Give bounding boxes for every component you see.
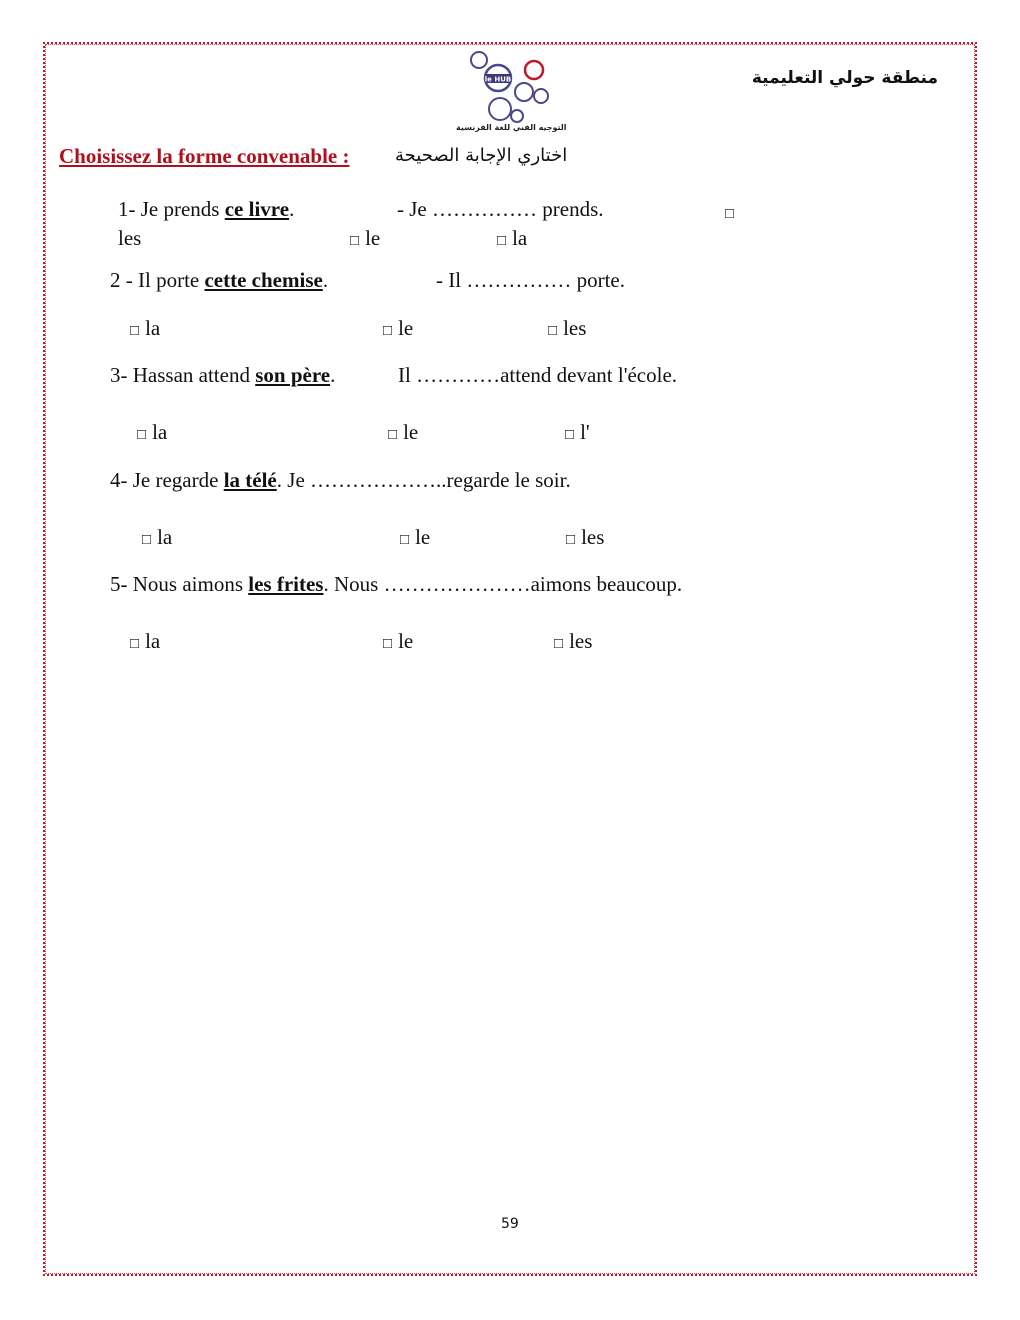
option-label: les <box>581 525 605 549</box>
answer-suffix: porte. <box>576 268 625 292</box>
option-5-c[interactable] <box>554 629 592 654</box>
option-label: le <box>415 525 431 549</box>
option-3-b[interactable] <box>388 420 418 445</box>
question-object: son père <box>255 363 331 387</box>
answer-blank[interactable]: ……………….. <box>310 468 447 492</box>
checkbox-icon[interactable]: □ <box>565 427 575 443</box>
question-prefix: Il porte <box>138 268 200 292</box>
question-number: 2 - <box>110 268 133 292</box>
option-label: le <box>398 316 414 340</box>
question-object: cette chemise <box>204 268 323 292</box>
answer-suffix: prends. <box>542 197 604 221</box>
answer-blank[interactable]: …………… <box>466 268 572 292</box>
checkbox-icon[interactable]: □ <box>400 532 410 548</box>
option-label: la <box>512 226 528 250</box>
answer-blank[interactable]: …………… <box>432 197 537 221</box>
question-suffix: . <box>322 268 329 292</box>
option-label: les <box>569 629 593 653</box>
region-title: منطقة حولي التعليمية <box>751 68 938 88</box>
answer-2 <box>436 268 625 293</box>
page-number: 59 <box>501 1216 519 1232</box>
option-1-c[interactable] <box>497 226 527 251</box>
instruction-french: Choisissez la forme convenable : <box>59 144 350 168</box>
checkbox-icon[interactable]: □ <box>130 323 140 339</box>
option-label: la <box>145 629 161 653</box>
checkbox-icon[interactable]: □ <box>137 427 147 443</box>
checkbox-icon[interactable]: □ <box>548 323 558 339</box>
option-label: le <box>398 629 414 653</box>
option-1-b[interactable] <box>350 226 380 251</box>
answer-prefix: - Il <box>436 268 462 292</box>
question-suffix: . <box>323 572 329 596</box>
answer-1 <box>397 197 604 222</box>
answer-suffix: aimons beaucoup. <box>530 572 683 596</box>
question-4 <box>110 468 571 493</box>
option-label: les <box>563 316 587 340</box>
answer-prefix: Je <box>287 468 305 492</box>
question-prefix: Je prends <box>140 197 220 221</box>
option-label: la <box>157 525 173 549</box>
checkbox-icon[interactable]: □ <box>388 427 398 443</box>
question-object: les frites <box>248 572 324 596</box>
question-suffix: . <box>330 363 336 387</box>
answer-prefix: - Je <box>397 197 427 221</box>
logo-caption: التوجيه الفني للغة الفرنسية <box>456 123 567 132</box>
checkbox-icon[interactable]: □ <box>725 206 735 222</box>
option-2-c[interactable] <box>548 316 586 341</box>
checkbox-icon[interactable]: □ <box>383 636 393 652</box>
question-3 <box>110 363 335 388</box>
question-number: 5- <box>110 572 128 596</box>
option-label: le <box>403 420 419 444</box>
option-2-a[interactable] <box>130 316 160 341</box>
answer-blank[interactable]: ………… <box>416 363 501 387</box>
option-4-c[interactable] <box>566 525 604 550</box>
checkbox-icon[interactable]: □ <box>566 532 576 548</box>
checkbox-icon[interactable]: □ <box>130 636 140 652</box>
checkbox-icon[interactable]: □ <box>142 532 152 548</box>
option-5-a[interactable] <box>130 629 160 654</box>
option-2-b[interactable] <box>383 316 413 341</box>
checkbox-icon[interactable]: □ <box>554 636 564 652</box>
answer-suffix: regarde le soir. <box>446 468 571 492</box>
option-label: l' <box>580 420 590 444</box>
instruction-arabic: اختاري الإجابة الصحيحة <box>395 145 568 166</box>
option-3-c[interactable] <box>565 420 590 445</box>
checkbox-icon[interactable]: □ <box>383 323 393 339</box>
answer-prefix: Nous <box>333 572 379 596</box>
answer-prefix: Il <box>398 363 411 387</box>
option-3-a[interactable] <box>137 420 167 445</box>
question-number: 1- <box>118 197 136 221</box>
question-5 <box>110 572 682 597</box>
option-4-a[interactable] <box>142 525 172 550</box>
option-label: le <box>365 226 381 250</box>
answer-3 <box>398 363 677 388</box>
question-suffix: . <box>276 468 283 492</box>
option-label: la <box>145 316 161 340</box>
question-prefix: Nous aimons <box>132 572 243 596</box>
question-suffix: . <box>289 197 295 221</box>
question-prefix: Hassan attend <box>132 363 250 387</box>
logo-text: le HUB <box>484 75 512 84</box>
option-label: la <box>152 420 168 444</box>
question-object: la télé <box>223 468 277 492</box>
option-5-b[interactable] <box>383 629 413 654</box>
checkbox-icon[interactable]: □ <box>350 233 360 249</box>
question-object: ce livre <box>224 197 290 221</box>
checkbox-icon[interactable]: □ <box>497 233 507 249</box>
question-2 <box>110 268 328 293</box>
answer-blank[interactable]: ………………… <box>383 572 531 596</box>
question-number: 3- <box>110 363 128 387</box>
question-prefix: Je regarde <box>132 468 219 492</box>
question-1 <box>118 197 294 222</box>
question-number: 4- <box>110 468 128 492</box>
option-4-b[interactable] <box>400 525 430 550</box>
checkbox[interactable] <box>725 199 740 224</box>
option-label: les <box>118 226 142 250</box>
option-1-a <box>118 226 141 251</box>
answer-suffix: attend devant l'école. <box>500 363 678 387</box>
